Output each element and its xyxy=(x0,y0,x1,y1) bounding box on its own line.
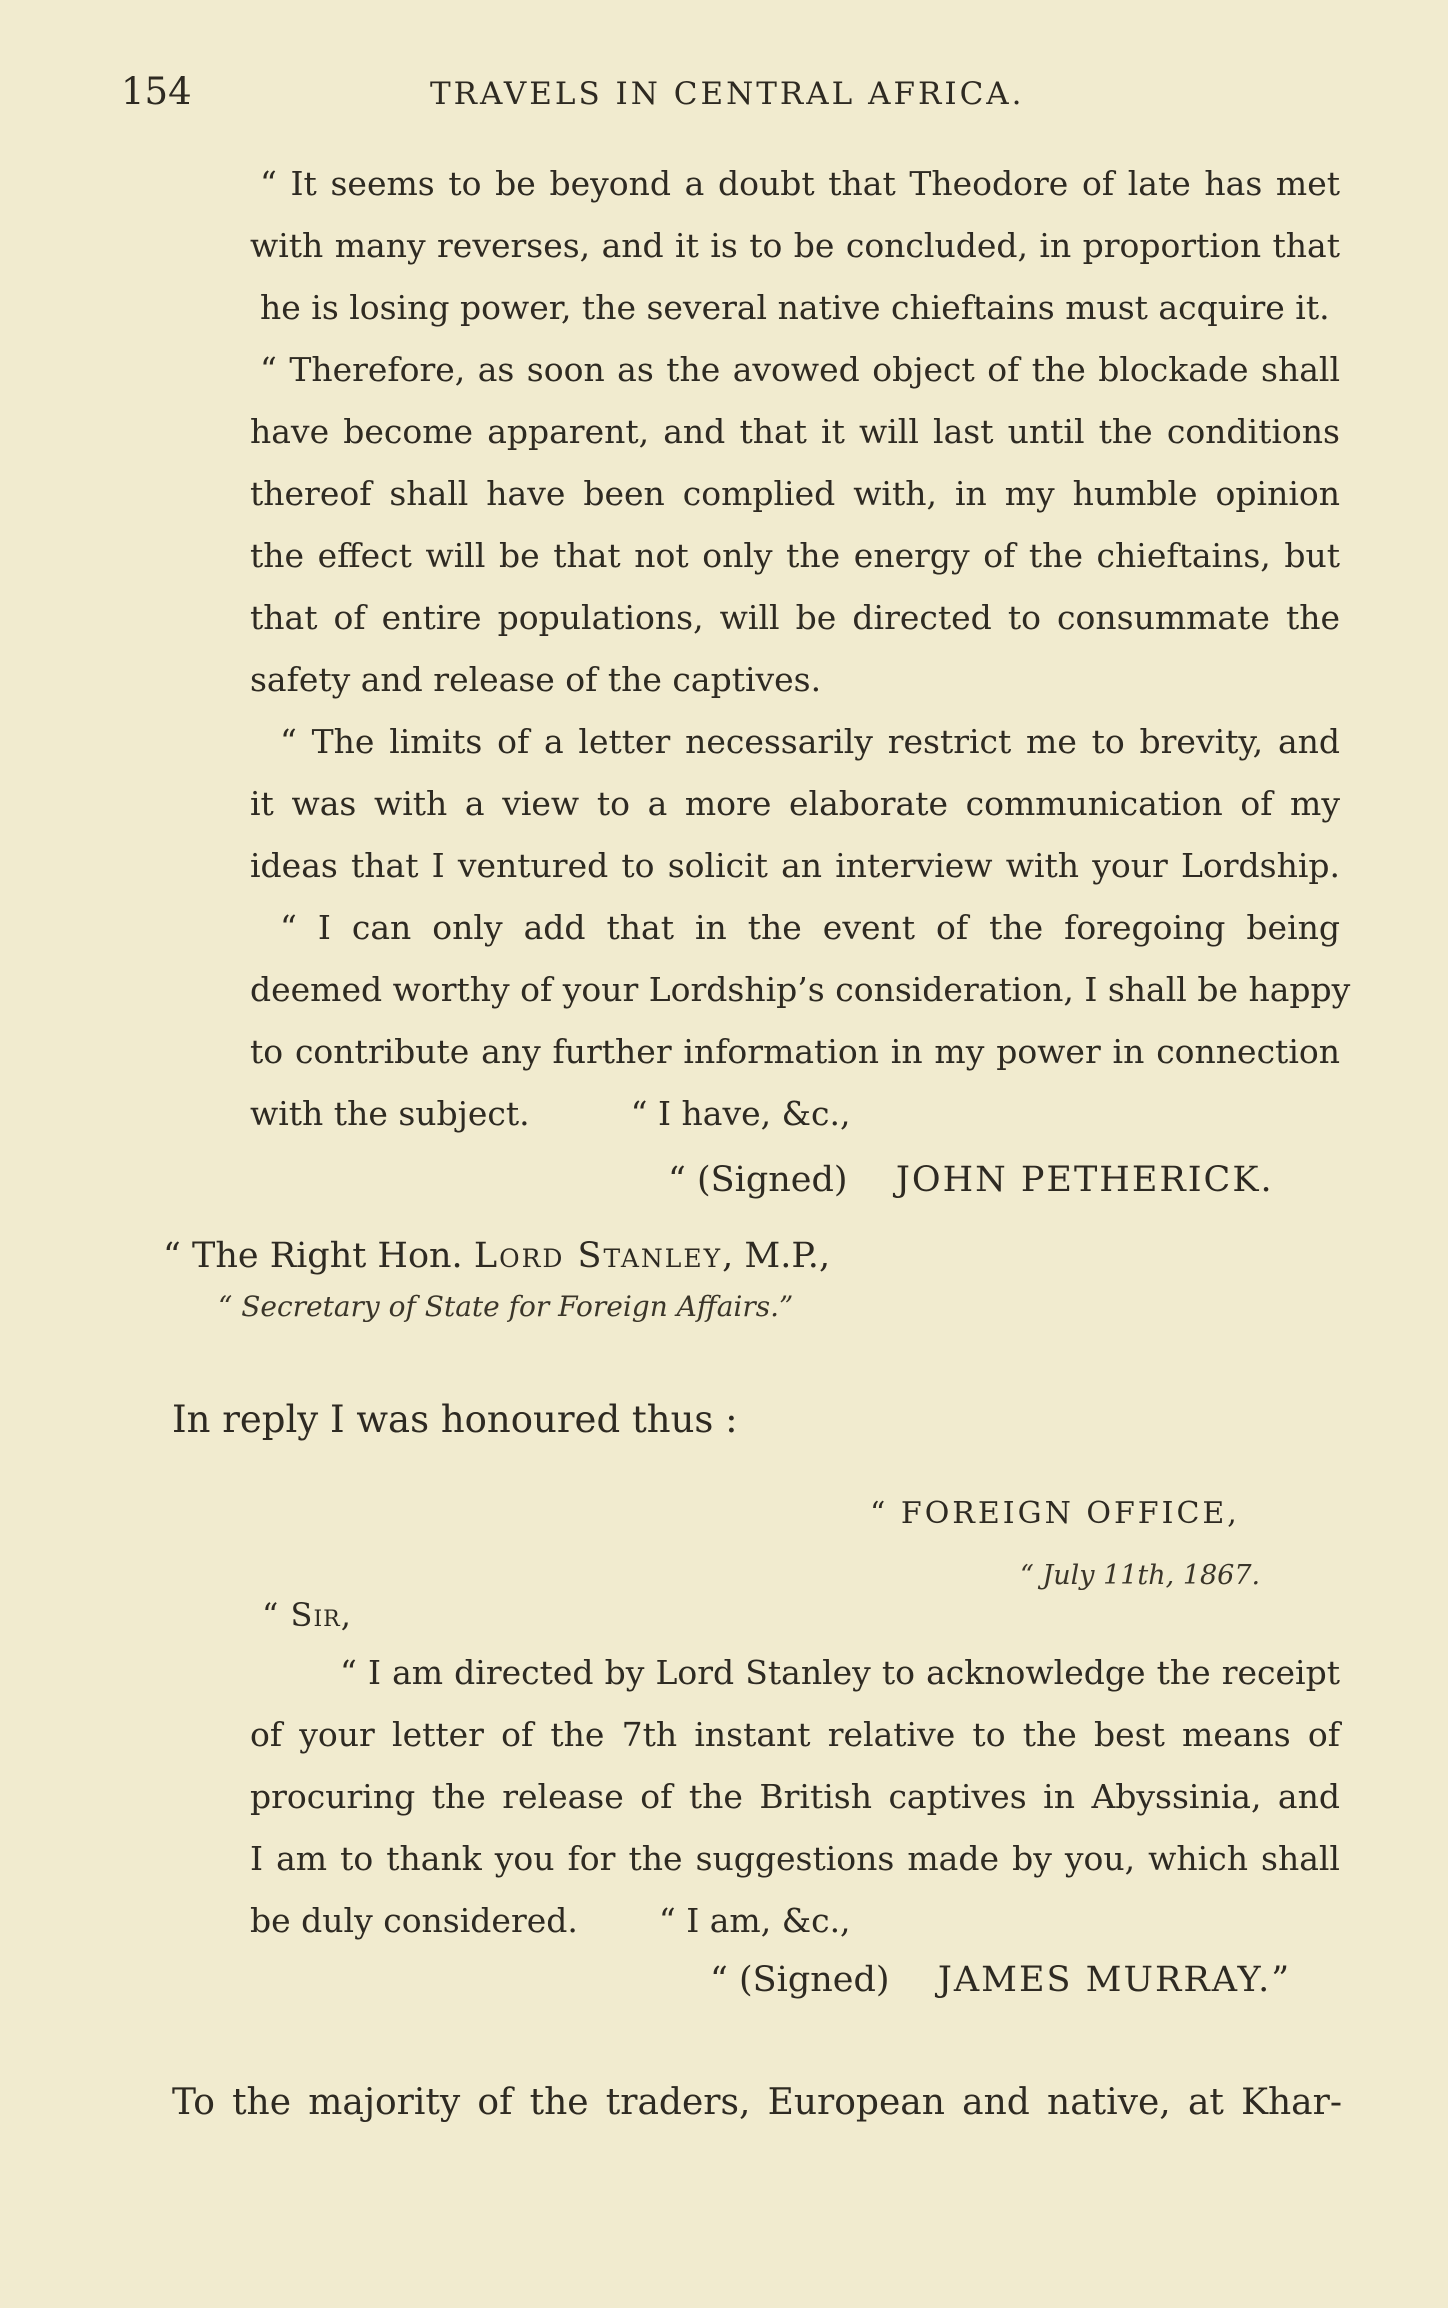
signatory-name: JOHN PETHERICK. xyxy=(895,1160,1274,1200)
text-fragment: , M.P., xyxy=(722,1236,831,1276)
text-line: safety and release of the captives. xyxy=(250,660,822,699)
addressee-line-1 xyxy=(163,1236,830,1276)
text-line: “ Therefore, as soon as the avowed object of the blockade shall xyxy=(260,350,1340,389)
text-line xyxy=(250,1083,1340,1145)
text-line: I am to thank you for the suggestions made by you, which shall xyxy=(250,1839,1340,1878)
text-fragment: with the subject. xyxy=(250,1094,530,1133)
text-line: “ I can only add that in the event of the foregoing being xyxy=(280,908,1340,947)
reply-body xyxy=(250,1642,1340,1952)
text-line: procuring the release of the British captives in Abyssinia, and xyxy=(250,1777,1340,1816)
narrative-line: To the majority of the traders, European and native, at Khar- xyxy=(172,2082,1342,2123)
text-line: ideas that I ventured to solicit an interview with your Lordship. xyxy=(250,846,1340,885)
text-line: with many reverses, and it is to be concluded, in proportion that xyxy=(250,226,1340,265)
text-line: deemed worthy of your Lordship’s consideration, I shall be happy xyxy=(250,970,1351,1009)
addressee-line-2: “ Secretary of State for Foreign Affairs.” xyxy=(218,1290,794,1323)
text-line: thereof shall have been complied with, in my humble opinion xyxy=(250,474,1340,513)
letter-closing: “ I have, &c., xyxy=(630,1094,851,1133)
signature-petherick xyxy=(668,1160,1274,1200)
text-line: he is losing power, the several native chieftains must acquire it. xyxy=(260,288,1330,327)
reply-office: “ FOREIGN OFFICE, xyxy=(870,1496,1240,1531)
text-line: it was with a view to a more elaborate communication of my xyxy=(250,784,1340,823)
text-line: have become apparent, and that it will last until the conditions xyxy=(250,412,1340,451)
text-line: “ The limits of a letter necessarily restrict me to brevity, and xyxy=(280,722,1340,761)
reply-closing: “ I am, &c., xyxy=(658,1901,851,1940)
narrative-line: In reply I was honoured thus : xyxy=(172,1398,738,1441)
text-line: “ I am directed by Lord Stanley to acknowledge the receipt xyxy=(340,1653,1340,1692)
signature-murray xyxy=(710,1960,1291,2000)
signed-prefix: “ (Signed) xyxy=(710,1960,890,2000)
text-line: that of entire populations, will be directed to consummate the xyxy=(250,598,1340,637)
text-line: of your letter of the 7th instant relative to the best means of xyxy=(250,1715,1340,1754)
text-line xyxy=(250,1890,1340,1952)
reply-date: “ July 11th, 1867. xyxy=(1020,1560,1261,1591)
running-title: TRAVELS IN CENTRAL AFRICA. xyxy=(430,76,1025,112)
page-number: 154 xyxy=(121,70,192,113)
text-fragment: be duly considered. xyxy=(250,1901,578,1940)
reply-salutation: “ Sir, xyxy=(262,1596,352,1634)
signatory-name: JAMES MURRAY.” xyxy=(937,1960,1292,2000)
signed-prefix: “ (Signed) xyxy=(668,1160,848,1200)
letter-paragraph-1 xyxy=(250,153,1340,339)
letter-paragraph-3 xyxy=(250,711,1340,897)
letter-paragraph-4 xyxy=(250,897,1351,1145)
addressee-name: Lord Stanley xyxy=(473,1236,723,1276)
text-line: “ It seems to be beyond a doubt that Theodore of late has met xyxy=(260,164,1340,203)
text-line: to contribute any further information in my power in connection xyxy=(250,1032,1340,1071)
text-fragment: “ The Right Hon. xyxy=(163,1236,474,1276)
text-line: the effect will be that not only the energy of the chieftains, but xyxy=(250,536,1340,575)
letter-paragraph-2 xyxy=(250,339,1340,711)
